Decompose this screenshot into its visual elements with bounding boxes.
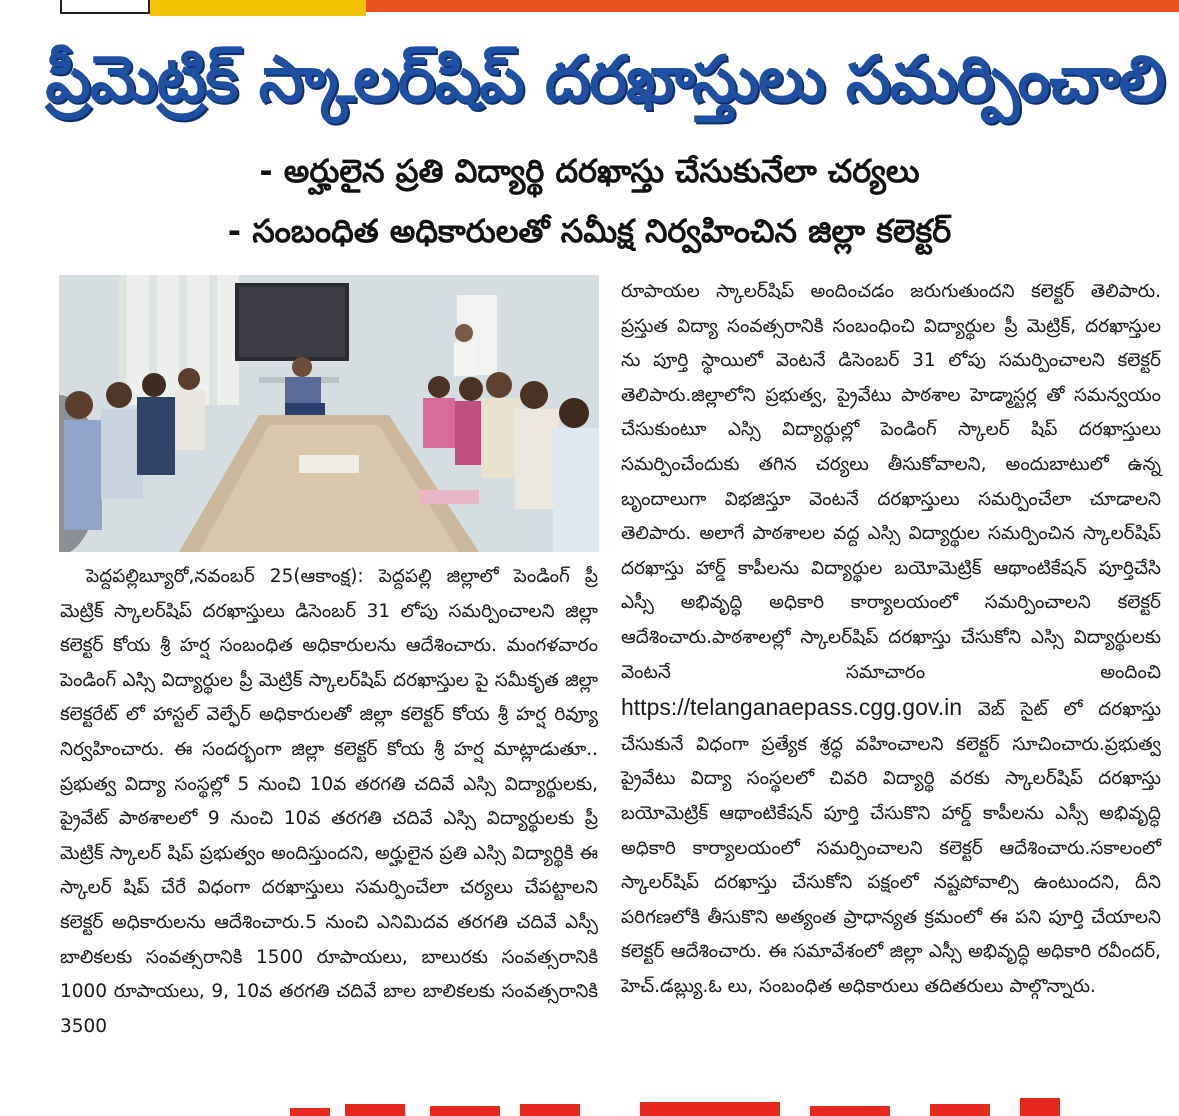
- headline: ప్రీమెట్రిక్ స్కాలర్‌షిప్ దరఖాస్తులు సమర్పించాలి: [45, 43, 1165, 117]
- article-right-text-1: రూపాయల స్కాలర్‌షిప్ అందించడం జరుగుతుందని కలెక్టర్ తెలిపారు. ప్రస్తుత విద్యా సంవత్సరానికి సంబంధించి విద్యార్థుల ప్రీ మెట్రిక్, దరఖాస్తుల ను పూర్తి స్థాయిలో వెంటనే డిసెంబర్ 31 లోపు సమర్పించాలని కలెక్టర్ తెలిపారు.జిల్లాలోని ప్రభుత్వ, ప్రైవేటు పాఠశాల హెడ్మాస్టర్ల తో సమన్వయం చేసుకుంటూ ఎస్సి విద్యార్థుల్లో పెండింగ్ స్కాలర్ షిప్ దరఖాస్తులు సమర్పించేందుకు తగిన చర్యలు తీసుకోవాలని, అందుబాటులో ఉన్న బృందాలుగా విభజిస్తూ వెంటనే దరఖాస్తులు సమర్పించేలా చూడాలని తెలిపారు. అలాగే పాఠశాలల వద్ద ఎస్సి విద్యార్థుల సమర్పించిన స్కాలర్‌షిప్ దరఖాస్తు హార్డ్ కాపీలను విద్యార్థుల బయోమెట్రిక్ ఆథాంటికేషన్ పూర్తిచేసి ఎస్సీ అభివృద్ధి అధికారి కార్యాలయంలో సమర్పించాలని కలెక్టర్ ఆదేశించారు.పాఠశాలల్లో స్కాలర్‌షిప్ దరఖాస్తు చేసుకోని ఎస్సి విద్యార్థులకు వెంటనే సమాచారం అందించి: [621, 281, 1161, 683]
- next-headline-decoration: [0, 1098, 1179, 1116]
- website-url: https://telanganaepass.cgg.gov.in: [621, 694, 962, 721]
- subhead-2: - సంబంధిత అధికారులతో సమీక్ష నిర్వహించిన జిల్లా కలెక్టర్: [227, 212, 952, 250]
- meeting-photo-illustration: [59, 275, 599, 552]
- masthead-yellow-tab: [150, 0, 366, 16]
- masthead-box: [60, 0, 150, 14]
- article-left-text: పెద్దపల్లిబ్యూరో,నవంబర్ 25(ఆకాంక్ష): పెద్దపల్లి జిల్లాలో పెండింగ్ ప్రీ మెట్రిక్ స్కాలర్‌షిప్ దరఖాస్తులు డిసెంబర్ 31 లోపు సమర్పించాలని జిల్లా కలెక్టర్ కోయ శ్రీ హర్ష సంబంధిత అధికారులను ఆదేశించారు. మంగళవారం పెండింగ్ ఎస్సి విద్యార్థుల ప్రీ మెట్రిక్ స్కాలర్‌షిప్ దరఖాస్తుల పై సమీకృత జిల్లా కలెక్టరేట్ లో హాస్టల్ వెల్ఫేర్ అధికారులతో జిల్లా కలెక్టర్ కోయ శ్రీ హర్ష రివ్యూ నిర్వహించారు. ఈ సందర్భంగా జిల్లా కలెక్టర్ కోయ శ్రీ హర్ష మాట్లాడుతూ.. ప్రభుత్వ విద్యా సంస్థల్లో 5 నుంచి 10వ తరగతి చదివే ఎస్సి విద్యార్థులకు, ప్రైవేట్ పాఠశాలలో 9 నుంచి 10వ తరగతి చదివే ఎస్సి విద్యార్థులకు ప్రీ మెట్రిక్ స్కాలర్ షిప్ ప్రభుత్వం అందిస్తుందని, అర్హులైన ప్రతి ఎస్సి విద్యార్థికి ఈ స్కాలర్ షిప్ చేరే విధంగా దరఖాస్తులు సమర్పించేలా చర్యలు చేపట్టాలని కలెక్టర్ అధికారులను ఆదేశించారు.5 నుంచి ఎనిమిదవ తరగతి చదివే ఎస్సీ బాలికలకు సంవత్సరానికి 1500 రూపాయలు, బాలురకు సంవత్సరానికి 1000 రూపాయలు, 9, 10వ తరగతి చదివే బాల బాలికలకు సంవత్సరానికి 3500: [60, 566, 598, 1037]
- masthead-bar: [0, 0, 1179, 16]
- article-right-text-2: వెబ్ సైట్ లో దరఖాస్తు చేసుకునే విధంగా ప్రత్యేక శ్రద్ధ వహించాలని కలెక్టర్ సూచించారు.ప్రభుత్వ ప్రైవేటు విద్యా సంస్థలలో చివరి విద్యార్థి వరకు స్కాలర్‌షిప్ దరఖాస్తు బయోమెట్రిక్ ఆథాంటికేషన్ పూర్తి చేసుకొని హార్డ్ కాపీలను ఎస్సీ అభివృద్ధి అధికారి కార్యాలయంలో సమర్పించాలని కలెక్టర్ ఆదేశించారు.సకాలంలో స్కాలర్‌షిప్ దరఖాస్తు చేసుకోని పక్షంలో నష్టపోవాల్సి ఉంటుందని, దీని పరిగణలోకి తీసుకొని అత్యంత ప్రాధాన్యత క్రమంలో ఈ పని పూర్తి చేయాలని కలెక్టర్ ఆదేశించారు. ఈ సమావేశంలో జిల్లా ఎస్సీ అభివృద్ధి అధికారి రవీందర్, హెచ్.డబ్ల్యు.ఓ లు, సంబంధిత అధికారులు తదితరులు పాల్గొన్నారు.: [621, 699, 1161, 997]
- masthead-orange-band: [366, 0, 1179, 12]
- next-headline-fragment: [0, 1098, 1179, 1116]
- subhead-1: - అర్హులైన ప్రతి విద్యార్థి దరఖాస్తు చేసుకునేలా చర్యలు: [259, 152, 920, 190]
- article-column-right: [621, 275, 1161, 1004]
- meeting-photo: [59, 275, 599, 552]
- article-right-paragraph: [621, 275, 1161, 1004]
- article-column-left: [60, 560, 598, 1044]
